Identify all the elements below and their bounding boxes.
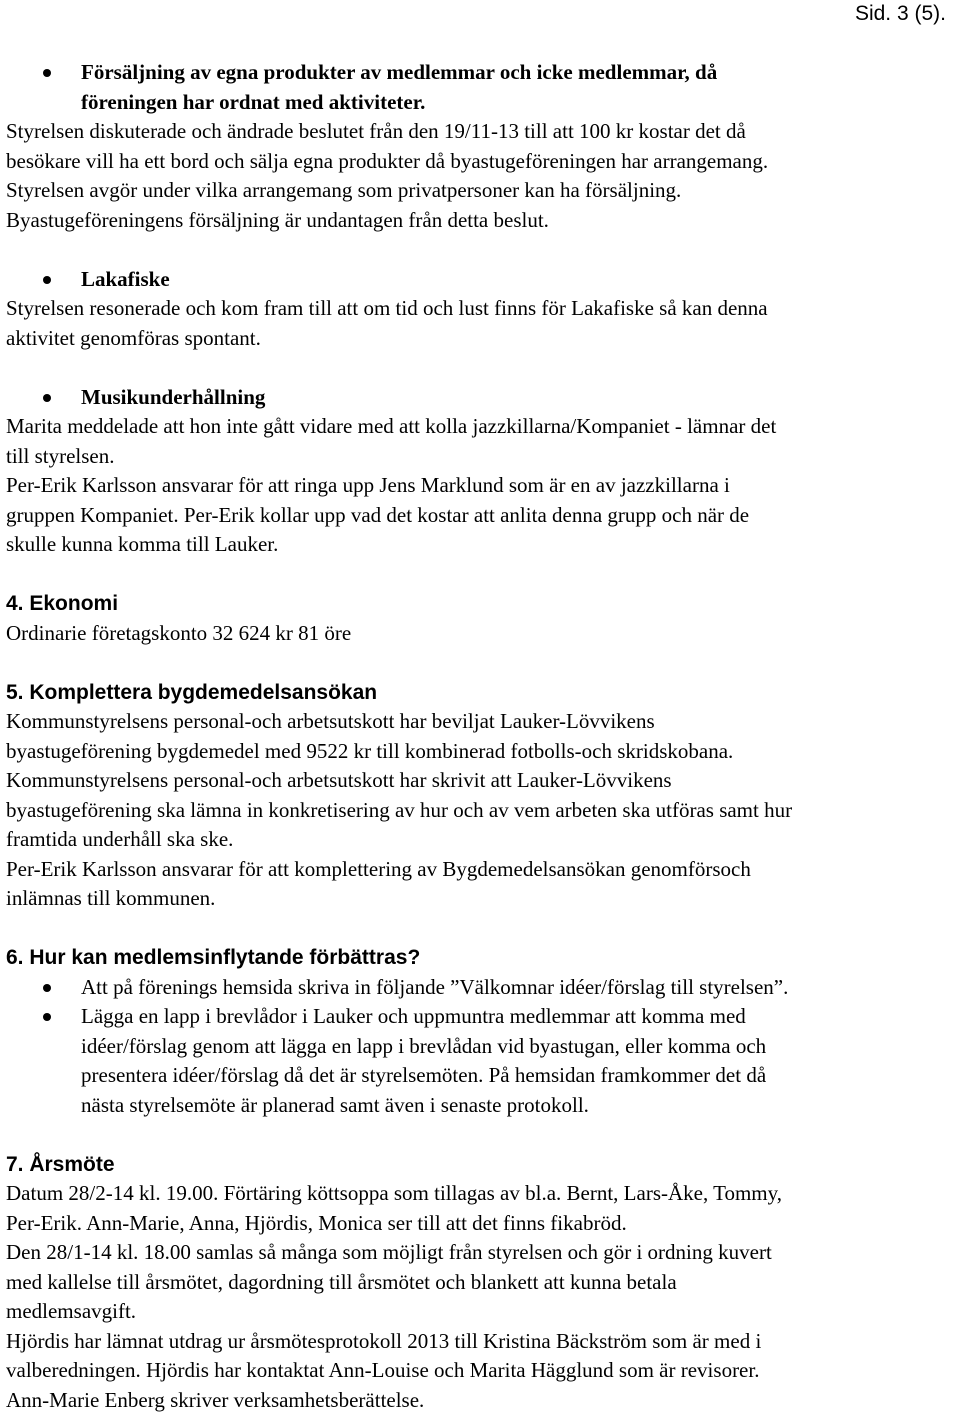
bullet-icon [43, 276, 51, 284]
bullet-icon [43, 984, 51, 992]
text-line: presentera idéer/förslag då det är styrelsemöten. På hemsidan framkommer det då [81, 1063, 767, 1087]
text-line: Hjördis har lämnat utdrag ur årsmötesprotokoll 2013 till Kristina Bäckström som är med i [6, 1328, 762, 1353]
text-line: Lägga en lapp i brevlådor i Lauker och uppmuntra medlemmar att komma med [81, 1004, 746, 1028]
text-line: aktivitet genomföras spontant. [6, 325, 261, 350]
text-line: Ann-Marie Enberg skriver verksamhetsberättelse. [6, 1387, 425, 1412]
bullet-icon [43, 1013, 51, 1021]
list-item [6, 973, 956, 1003]
text-line: framtida underhåll ska ske. [6, 827, 234, 851]
heading-ekonomi: 4. Ekonomi [6, 592, 119, 615]
text-line: Ordinarie företagskonto 32 624 kr 81 öre [6, 620, 352, 645]
text-line: Den 28/1-14 kl. 18.00 samlas så många som möjligt från styrelsen och gör i ordning kuvert [6, 1240, 772, 1264]
text-line: med kallelse till årsmötet, dagordning till årsmötet och blankett att kunna betala [6, 1269, 677, 1294]
heading-lakafiske: Lakafiske [6, 265, 956, 295]
heading-arsmote: 7. Årsmöte [6, 1152, 115, 1176]
heading-forsaljning [6, 58, 956, 117]
text-line: inlämnas till kommunen. [6, 886, 216, 910]
text-line: valberedningen. Hjördis har kontaktat Ann-Louise och Marita Hägglund som är revisorer. [6, 1358, 760, 1382]
text-line: Per-Erik Karlsson ansvarar för att ringa upp Jens Marklund som är en av jazzkillarna i [6, 473, 730, 497]
heading-medlemsinflytande: 6. Hur kan medlemsinflytande förbättras? [6, 946, 421, 969]
heading-bygdemedel: 5. Komplettera bygdemedelsansökan [6, 680, 378, 704]
text-line: Marita meddelade att hon inte gått vidare med att kolla jazzkillarna/Kompaniet - lämnar det [6, 414, 777, 438]
text-line: byastugeförening ska lämna in konkretisering av hur och av vem arbeten ska utföras samt hur [6, 797, 793, 822]
text-line: till styrelsen. [6, 443, 115, 468]
text-line: Per-Erik Karlsson ansvarar för att komplettering av Bygdemedelsansökan genomförsoch [6, 856, 751, 881]
text-line: Styrelsen avgör under vilka arrangemang som privatpersoner kan ha försäljning. [6, 178, 682, 202]
heading-line: föreningen har ordnat med aktiviteter. [81, 89, 426, 114]
heading-musik: Musikunderhållning [6, 383, 956, 413]
heading-line: Försäljning av egna produkter av medlemmar och icke medlemmar, då [81, 60, 718, 84]
page-number: Sid. 3 (5). [854, 2, 946, 25]
text-line: byastugeförening bygdemedel med 9522 kr till kombinerad fotbolls-och skridskobana. [6, 738, 734, 763]
bullet-icon [43, 394, 51, 402]
text-line: Styrelsen diskuterade och ändrade beslutet från den 19/11-13 till att 100 kr kostar det då [6, 119, 746, 143]
text-line: medlemsavgift. [6, 1299, 137, 1323]
text-line: idéer/förslag genom att lägga en lapp i brevlådan vid byastugan, eller komma och [81, 1033, 767, 1058]
text-line: nästa styrelsemöte är planerad samt även i senaste protokoll. [81, 1092, 589, 1117]
text-line: Byastugeföreningens försäljning är undantagen från detta beslut. [6, 207, 549, 232]
text-line: gruppen Kompaniet. Per-Erik kollar upp vad det kostar att anlita denna grupp och när de [6, 502, 750, 527]
text-line: skulle kunna komma till Lauker. [6, 532, 279, 556]
text-line: Per-Erik. Ann-Marie, Anna, Hjördis, Monica ser till att det finns fikabröd. [6, 1210, 627, 1235]
text-line: Att på förenings hemsida skriva in följande ”Välkomnar idéer/förslag till styrelsen”. [81, 974, 789, 999]
text-line: Datum 28/2-14 kl. 19.00. Förtäring köttsoppa som tillagas av bl.a. Bernt, Lars-Åke, Tommy, [6, 1181, 783, 1205]
text-line: Styrelsen resonerade och kom fram till att om tid och lust finns för Lakafiske så kan denna [6, 296, 768, 320]
text-line: besökare vill ha ett bord och sälja egna produkter då byastugeföreningen har arrangemang. [6, 148, 769, 173]
bullet-icon [43, 69, 51, 77]
text-line: Kommunstyrelsens personal-och arbetsutskott har beviljat Lauker-Lövvikens [6, 709, 655, 733]
list-item [6, 1002, 956, 1120]
document-body [6, 0, 956, 1415]
text-line: Kommunstyrelsens personal-och arbetsutskott har skrivit att Lauker-Lövvikens [6, 768, 672, 792]
